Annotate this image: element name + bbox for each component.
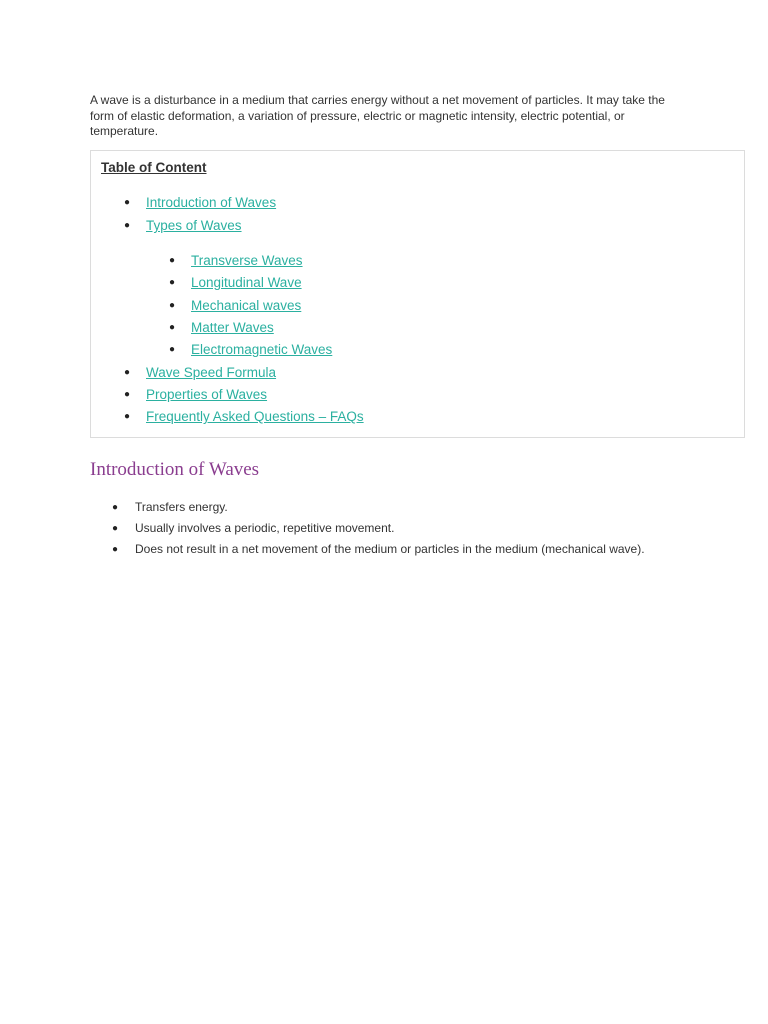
toc-link-matter[interactable]: Matter Waves bbox=[191, 320, 274, 335]
toc-link-types[interactable]: Types of Waves bbox=[146, 218, 242, 233]
list-item-text: Transfers energy. bbox=[135, 500, 228, 514]
bullet-icon: ● bbox=[124, 389, 131, 400]
section-bullet-list bbox=[90, 500, 680, 563]
bullet-icon: ● bbox=[169, 344, 176, 355]
toc-link-properties[interactable]: Properties of Waves bbox=[146, 387, 268, 402]
toc-link-mechanical[interactable]: Mechanical waves bbox=[191, 298, 302, 313]
intro-paragraph: A wave is a disturbance in a medium that carries energy without a net movement of particles. It may take the form of elastic deformation, a variation of pressure, electric or magnetic intensity, electric potential, or temperature. bbox=[90, 93, 665, 138]
bullet-icon: ● bbox=[169, 277, 176, 288]
bullet-icon: ● bbox=[112, 502, 119, 513]
toc-link-electromagnetic[interactable]: Electromagnetic Waves bbox=[191, 342, 333, 357]
bullet-icon: ● bbox=[124, 220, 131, 231]
toc-link-wave-speed[interactable]: Wave Speed Formula bbox=[146, 365, 277, 380]
toc-link-faqs[interactable]: Frequently Asked Questions – FAQs bbox=[146, 409, 364, 424]
toc-link-longitudinal[interactable]: Longitudinal Wave bbox=[191, 275, 302, 290]
bullet-icon: ● bbox=[169, 322, 176, 333]
bullet-icon: ● bbox=[112, 523, 119, 534]
list-item bbox=[90, 500, 680, 516]
toc-title: Table of Content bbox=[101, 160, 207, 175]
list-item bbox=[90, 521, 680, 537]
table-of-contents bbox=[90, 150, 745, 438]
bullet-icon: ● bbox=[169, 255, 176, 266]
list-item-text: Usually involves a periodic, repetitive movement. bbox=[135, 521, 395, 535]
list-item-text: Does not result in a net movement of the medium or particles in the medium (mechanical wave). bbox=[135, 542, 645, 556]
section-heading-introduction: Introduction of Waves bbox=[90, 459, 260, 480]
bullet-icon: ● bbox=[112, 544, 119, 555]
bullet-icon: ● bbox=[124, 197, 131, 208]
bullet-icon: ● bbox=[169, 300, 176, 311]
bullet-icon: ● bbox=[124, 367, 131, 378]
toc-link-transverse[interactable]: Transverse Waves bbox=[191, 253, 303, 268]
bullet-icon: ● bbox=[124, 411, 131, 422]
list-item bbox=[90, 542, 680, 558]
toc-link-introduction[interactable]: Introduction of Waves bbox=[146, 195, 277, 210]
